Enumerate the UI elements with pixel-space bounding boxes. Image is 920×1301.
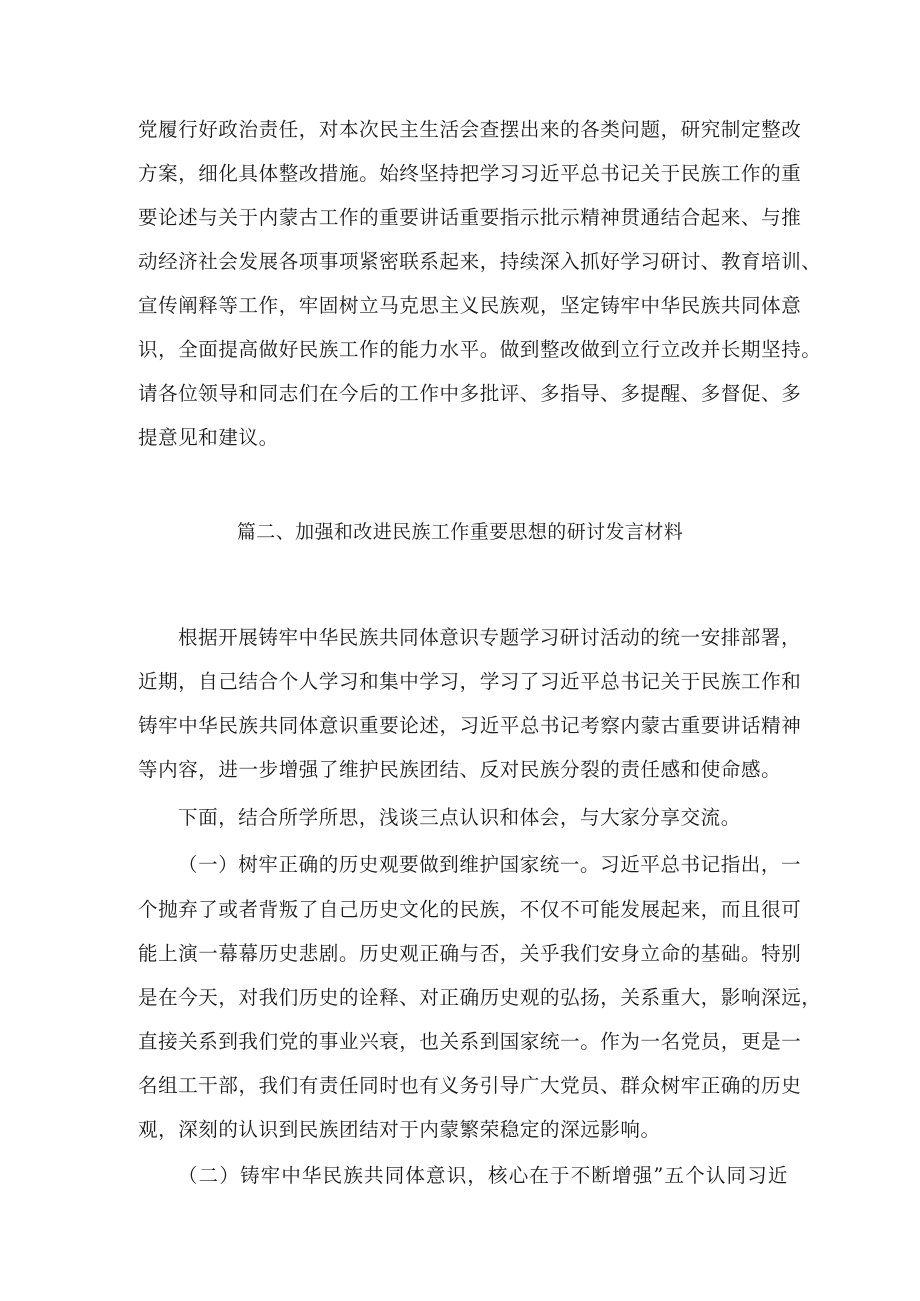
paragraph-line: 等内容，进一步增强了维护民族团结、反对民族分裂的责任感和使命感。 <box>138 758 782 781</box>
paragraph-line: 名组工干部，我们有责任同时也有义务引导广大党员、群众树牢正确的历史 <box>138 1074 802 1097</box>
paragraph-line: 个抛弃了或者背叛了自己历史文化的民族，不仅不可能发展起来，而且很可 <box>138 898 802 921</box>
section-heading: 篇二、加强和改进民族工作重要思想的研讨发言材料 <box>236 521 684 543</box>
paragraph-line: 根据开展铸牢中华民族共同体意识专题学习研讨活动的统一安排部署， <box>178 626 802 649</box>
paragraph-line: 动经济社会发展各项事项紧密联系起来，持续深入抓好学习研讨、教育培训、 <box>138 250 822 273</box>
paragraph-line: 宣传阐释等工作，牢固树立马克思主义民族观，坚定铸牢中华民族共同体意 <box>138 294 802 317</box>
paragraph-line: 是在今天，对我们历史的诠释、对正确历史观的弘扬，关系重大，影响深远， <box>138 986 822 1009</box>
paragraph-line: 要论述与关于内蒙古工作的重要讲话重要指示批示精神贯通结合起来、与推 <box>138 206 802 229</box>
paragraph-line: 提意见和建议。 <box>138 426 279 449</box>
paragraph-line: 方案，细化具体整改措施。始终坚持把学习习近平总书记关于民族工作的重 <box>138 162 802 185</box>
paragraph-line: 能上演一幕幕历史悲剧。历史观正确与否，关乎我们安身立命的基础。特别 <box>138 942 802 965</box>
paragraph-line: 铸牢中华民族共同体意识重要论述，习近平总书记考察内蒙古重要讲话精神 <box>138 714 802 737</box>
paragraph-line: 下面，结合所学所思，浅谈三点认识和体会，与大家分享交流。 <box>178 806 741 829</box>
paragraph-line: 观，深刻的认识到民族团结对于内蒙繁荣稳定的深远影响。 <box>138 1118 661 1141</box>
paragraph-line: （一）树牢正确的历史观要做到维护国家统一。习近平总书记指出，一 <box>178 853 802 876</box>
paragraph-line: 党履行好政治责任，对本次民主生活会查摆出来的各类问题，研究制定整改 <box>138 118 802 141</box>
paragraph-line: （二）铸牢中华民族共同体意识，核心在于不断增强”五个认同习近 <box>178 1164 788 1187</box>
paragraph-line: 近期，自己结合个人学习和集中学习，学习了习近平总书记关于民族工作和 <box>138 670 802 693</box>
paragraph-line: 识，全面提高做好民族工作的能力水平。做到整改做到立行立改并长期坚持。 <box>138 338 822 361</box>
paragraph-line: 直接关系到我们党的事业兴衰，也关系到国家统一。作为一名党员，更是一 <box>138 1030 802 1053</box>
paragraph-line: 请各位领导和同志们在今后的工作中多批评、多指导、多提醒、多督促、多 <box>138 382 802 405</box>
